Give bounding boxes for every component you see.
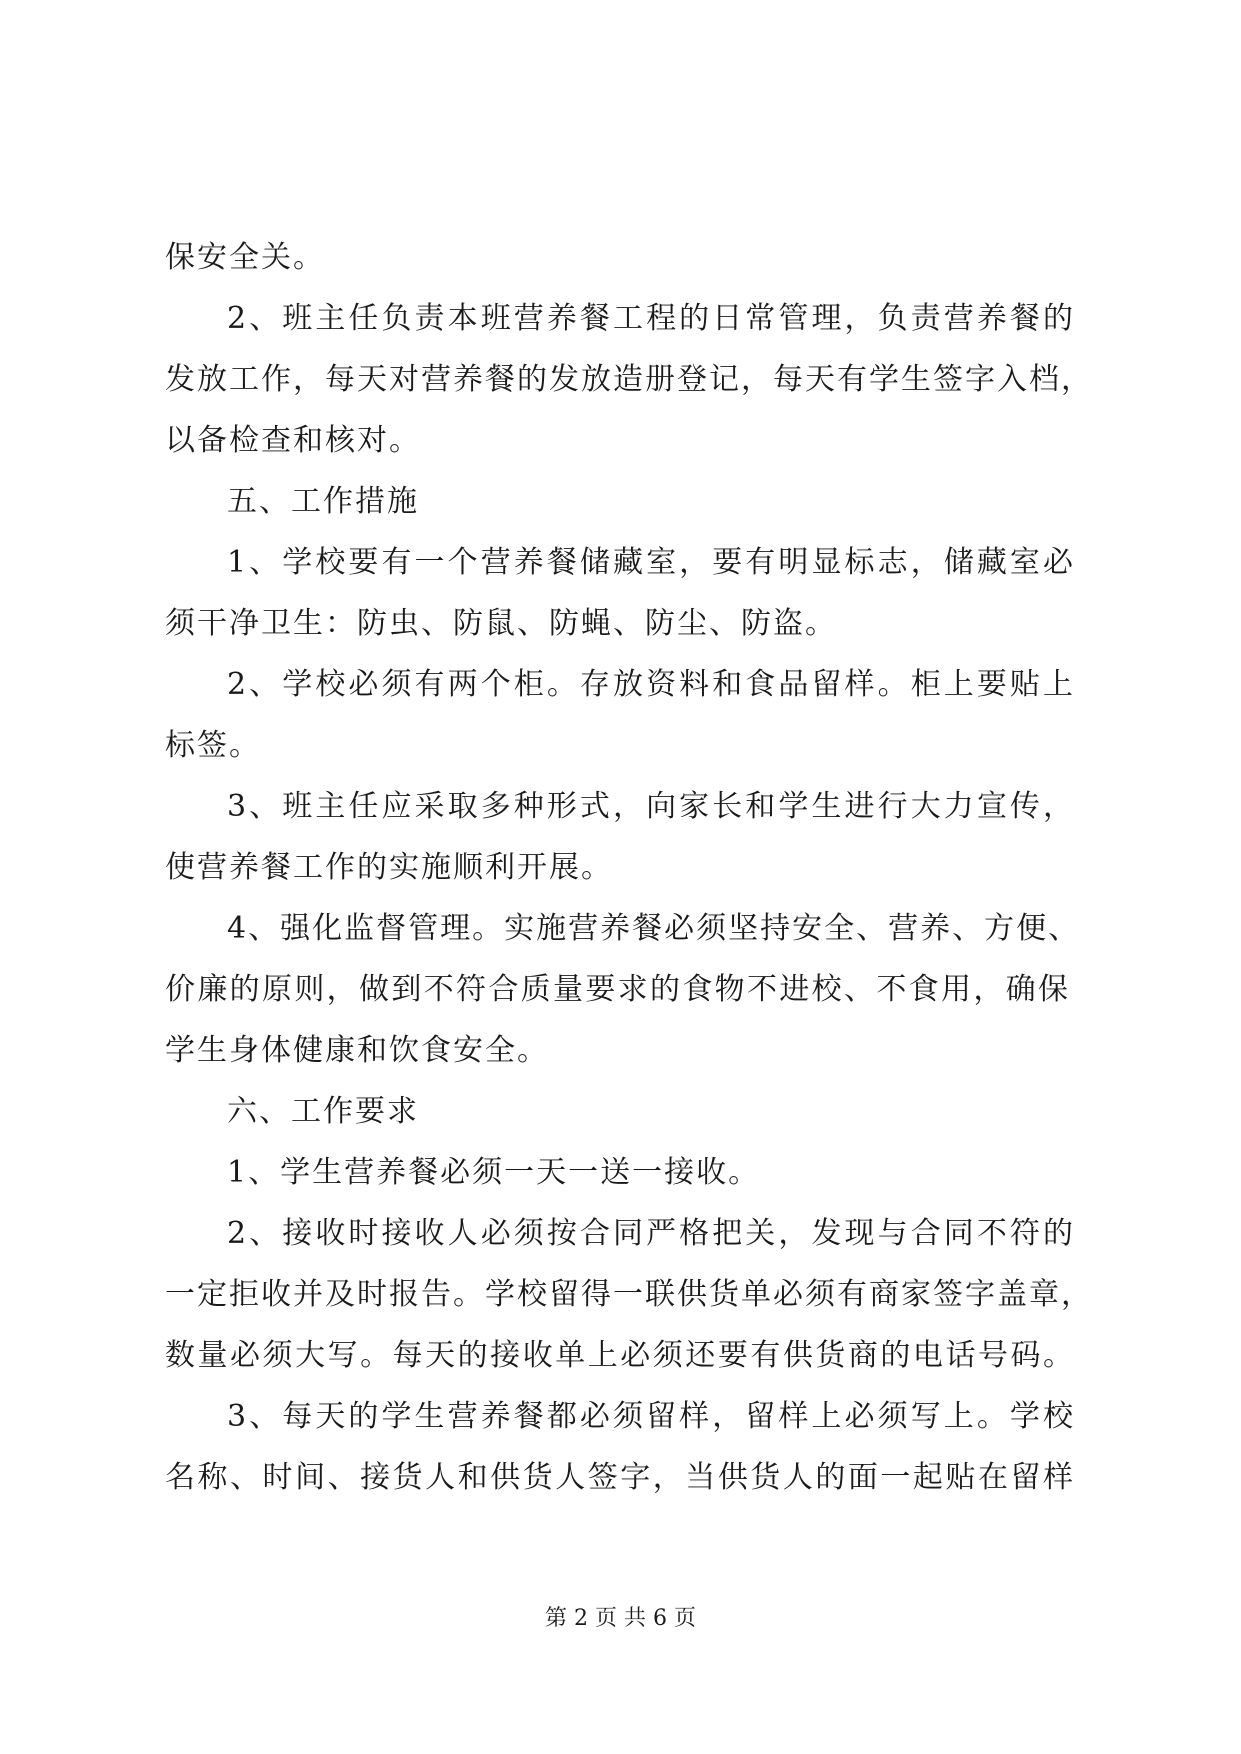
text-line-21: 名称、时间、接货人和供货人签字，当供货人的面一起贴在留样 bbox=[165, 1460, 1075, 1495]
page-number-footer: 第 2 页 共 6 页 bbox=[545, 1606, 696, 1631]
text-line-3: 发放工作，每天对营养餐的发放造册登记，每天有学生签字入档， bbox=[165, 362, 1093, 397]
text-line-10: 3、班主任应采取多种形式，向家长和学生进行大力宣传， bbox=[227, 789, 1075, 824]
text-line-8: 2、学校必须有两个柜。存放资料和食品留样。柜上要贴上 bbox=[227, 667, 1075, 702]
text-line-13: 价廉的原则，做到不符合质量要求的食物不进校、不食用，确保 bbox=[165, 972, 1070, 1007]
text-line-11: 使营养餐工作的实施顺利开展。 bbox=[165, 850, 613, 885]
text-line-6: 1、学校要有一个营养餐储藏室，要有明显标志，储藏室必 bbox=[227, 545, 1075, 580]
text-line-20: 3、每天的学生营养餐都必须留样，留样上必须写上。学校 bbox=[227, 1399, 1075, 1434]
text-line-7: 须干净卫生：防虫、防鼠、防蝇、防尘、防盗。 bbox=[165, 606, 837, 641]
text-line-4: 以备检查和核对。 bbox=[165, 423, 421, 458]
text-line-18: 一定拒收并及时报告。学校留得一联供货单必须有商家签字盖章， bbox=[165, 1277, 1093, 1312]
text-line-2: 2、班主任负责本班营养餐工程的日常管理，负责营养餐的 bbox=[227, 301, 1075, 336]
section-heading-5: 五、工作措施 bbox=[227, 484, 419, 519]
section-heading-6: 六、工作要求 bbox=[227, 1094, 419, 1129]
text-line-16: 1、学生营养餐必须一天一送一接收。 bbox=[227, 1155, 761, 1190]
text-line-19: 数量必须大写。每天的接收单上必须还要有供货商的电话号码。 bbox=[165, 1338, 1075, 1373]
text-line-14: 学生身体健康和饮食安全。 bbox=[165, 1033, 549, 1068]
text-line-12: 4、强化监督管理。实施营养餐必须坚持安全、营养、方便、 bbox=[227, 911, 1081, 946]
text-line-17: 2、接收时接收人必须按合同严格把关，发现与合同不符的 bbox=[227, 1216, 1075, 1251]
text-line-9: 标签。 bbox=[165, 728, 261, 763]
text-line-1: 保安全关。 bbox=[165, 240, 325, 275]
